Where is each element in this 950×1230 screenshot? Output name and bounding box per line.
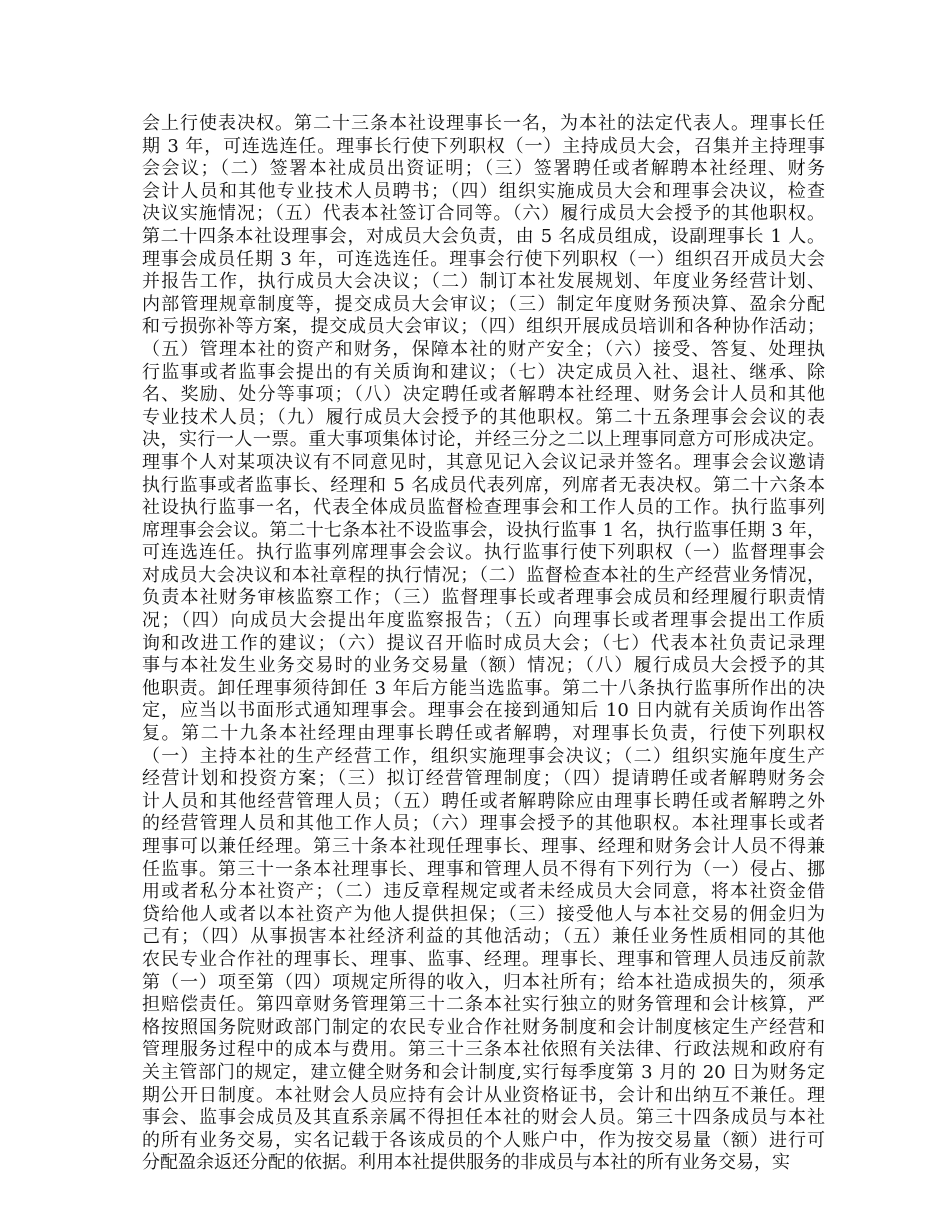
text-line: 关主管部门的规定，建立健全财务和会计制度,实行每季度第 3 月的 20 日为财务定	[142, 1061, 825, 1083]
text-line: 和亏损弥补等方案，提交成员大会审议；（四）组织开展成员培训和各种协作活动；	[142, 316, 825, 338]
document-body	[142, 113, 825, 1175]
text-line: 会会议；（二）签署本社成员出资证明；（三）签署聘任或者解聘本社经理、财务	[142, 158, 825, 180]
text-line: 期公开日制度。本社财会人员应持有会计从业资格证书，会计和出纳互不兼任。理	[142, 1084, 825, 1106]
text-line: 定，应当以书面形式通知理事会。理事会在接到通知后 10 日内就有关质询作出答	[142, 700, 825, 722]
text-line: 决，实行一人一票。重大事项集体讨论，并经三分之二以上理事同意方可形成决定。	[142, 429, 825, 451]
text-line: 内部管理规章制度等，提交成员大会审议；（三）制定年度财务预决算、盈余分配	[142, 293, 825, 315]
text-line: 负责本社财务审核监察工作；（三）监督理事长或者理事会成员和经理履行职责情	[142, 587, 825, 609]
text-line: 专业技术人员；（九）履行成员大会授予的其他职权。第二十五条理事会会议的表	[142, 406, 825, 428]
text-line: 席理事会会议。第二十七条本社不设监事会，设执行监事 1 名，执行监事任期 3 年，	[142, 519, 825, 541]
text-line: 他职责。卸任理事须待卸任 3 年后方能当选监事。第二十八条执行监事所作出的决	[142, 677, 825, 699]
text-line: 名、奖励、处分等事项；（八）决定聘任或者解聘本社经理、财务会计人员和其他	[142, 384, 825, 406]
text-line: 格按照国务院财政部门制定的农民专业合作社财务制度和会计制度核定生产经营和	[142, 1016, 825, 1038]
text-line: 会计人员和其他专业技术人员聘书；（四）组织实施成员大会和理事会决议，检查	[142, 180, 825, 202]
text-line: （五）管理本社的资产和财务，保障本社的财产安全；（六）接受、答复、处理执	[142, 338, 825, 360]
text-line: 可连选连任。执行监事列席理事会会议。执行监事行使下列职权（一）监督理事会	[142, 542, 825, 564]
text-line: 农民专业合作社的理事长、理事、监事、经理。理事长、理事和管理人员违反前款	[142, 948, 825, 970]
text-line: 社设执行监事一名，代表全体成员监督检查理事会和工作人员的工作。执行监事列	[142, 497, 825, 519]
text-line: 任监事。第三十一条本社理事长、理事和管理人员不得有下列行为（一）侵占、挪	[142, 858, 825, 880]
text-line: 用或者私分本社资产；（二）违反章程规定或者未经成员大会同意，将本社资金借	[142, 881, 825, 903]
text-line: 理事可以兼任经理。第三十条本社现任理事长、理事、经理和财务会计人员不得兼	[142, 836, 825, 857]
text-line: 担赔偿责任。第四章财务管理第三十二条本社实行独立的财务管理和会计核算，严	[142, 994, 825, 1016]
text-line: 理事会成员任期 3 年，可连选连任。理事会行使下列职权（一）组织召开成员大会	[142, 248, 825, 270]
text-line: 期 3 年，可连选连任。理事长行使下列职权（一）主持成员大会，召集并主持理事	[142, 135, 825, 157]
text-line: 己有；（四）从事损害本社经济利益的其他活动；（五）兼任业务性质相同的其他	[142, 926, 825, 948]
text-line: 的所有业务交易，实名记载于各该成员的个人账户中，作为按交易量（额）进行可	[142, 1129, 825, 1151]
text-line: 贷给他人或者以本社资产为他人提供担保；（三）接受他人与本社交易的佣金归为	[142, 903, 825, 925]
text-line: 事与本社发生业务交易时的业务交易量（额）情况；（八）履行成员大会授予的其	[142, 655, 825, 677]
text-line: 行监事或者监事会提出的有关质询和建议；（七）决定成员入社、退社、继承、除	[142, 361, 825, 383]
text-line: 第（一）项至第（四）项规定所得的收入，归本社所有；给本社造成损失的，须承	[142, 971, 825, 993]
text-line: 执行监事或者监事长、经理和 5 名成员代表列席，列席者无表决权。第二十六条本	[142, 474, 825, 496]
text-line: 事会、监事会成员及其直系亲属不得担任本社的财会人员。第三十四条成员与本社	[142, 1107, 825, 1129]
text-line: 计人员和其他经营管理人员；（五）聘任或者解聘除应由理事长聘任或者解聘之外	[142, 790, 825, 812]
text-line: 对成员大会决议和本社章程的执行情况；（二）监督检查本社的生产经营业务情况，	[142, 564, 825, 586]
text-line: 第二十四条本社设理事会，对成员大会负责，由 5 名成员组成，设副理事长 1 人。	[142, 225, 825, 247]
text-line: 会上行使表决权。第二十三条本社设理事长一名，为本社的法定代表人。理事长任	[142, 113, 825, 134]
text-line: 并报告工作，执行成员大会决议；（二）制订本社发展规划、年度业务经营计划、	[142, 271, 825, 293]
text-line: 的经营管理人员和其他工作人员；（六）理事会授予的其他职权。本社理事长或者	[142, 813, 825, 835]
text-line: 决议实施情况；（五）代表本社签订合同等。（六）履行成员大会授予的其他职权。	[142, 203, 825, 225]
text-line: 复。第二十九条本社经理由理事长聘任或者解聘，对理事长负责，行使下列职权	[142, 723, 825, 745]
text-line: 管理服务过程中的成本与费用。第三十三条本社依照有关法律、行政法规和政府有	[142, 1039, 825, 1061]
text-line: 分配盈余返还分配的依据。利用本社提供服务的非成员与本社的所有业务交易，实	[142, 1152, 790, 1174]
text-line: （一）主持本社的生产经营工作，组织实施理事会决议；（二）组织实施年度生产	[142, 745, 825, 767]
text-line: 况；（四）向成员大会提出年度监察报告；（五）向理事长或者理事会提出工作质	[142, 610, 825, 632]
text-line: 询和改进工作的建议；（六）提议召开临时成员大会；（七）代表本社负责记录理	[142, 632, 825, 654]
text-line: 经营计划和投资方案；（三）拟订经营管理制度；（四）提请聘任或者解聘财务会	[142, 768, 825, 790]
text-line: 理事个人对某项决议有不同意见时，其意见记入会议记录并签名。理事会会议邀请	[142, 451, 825, 473]
